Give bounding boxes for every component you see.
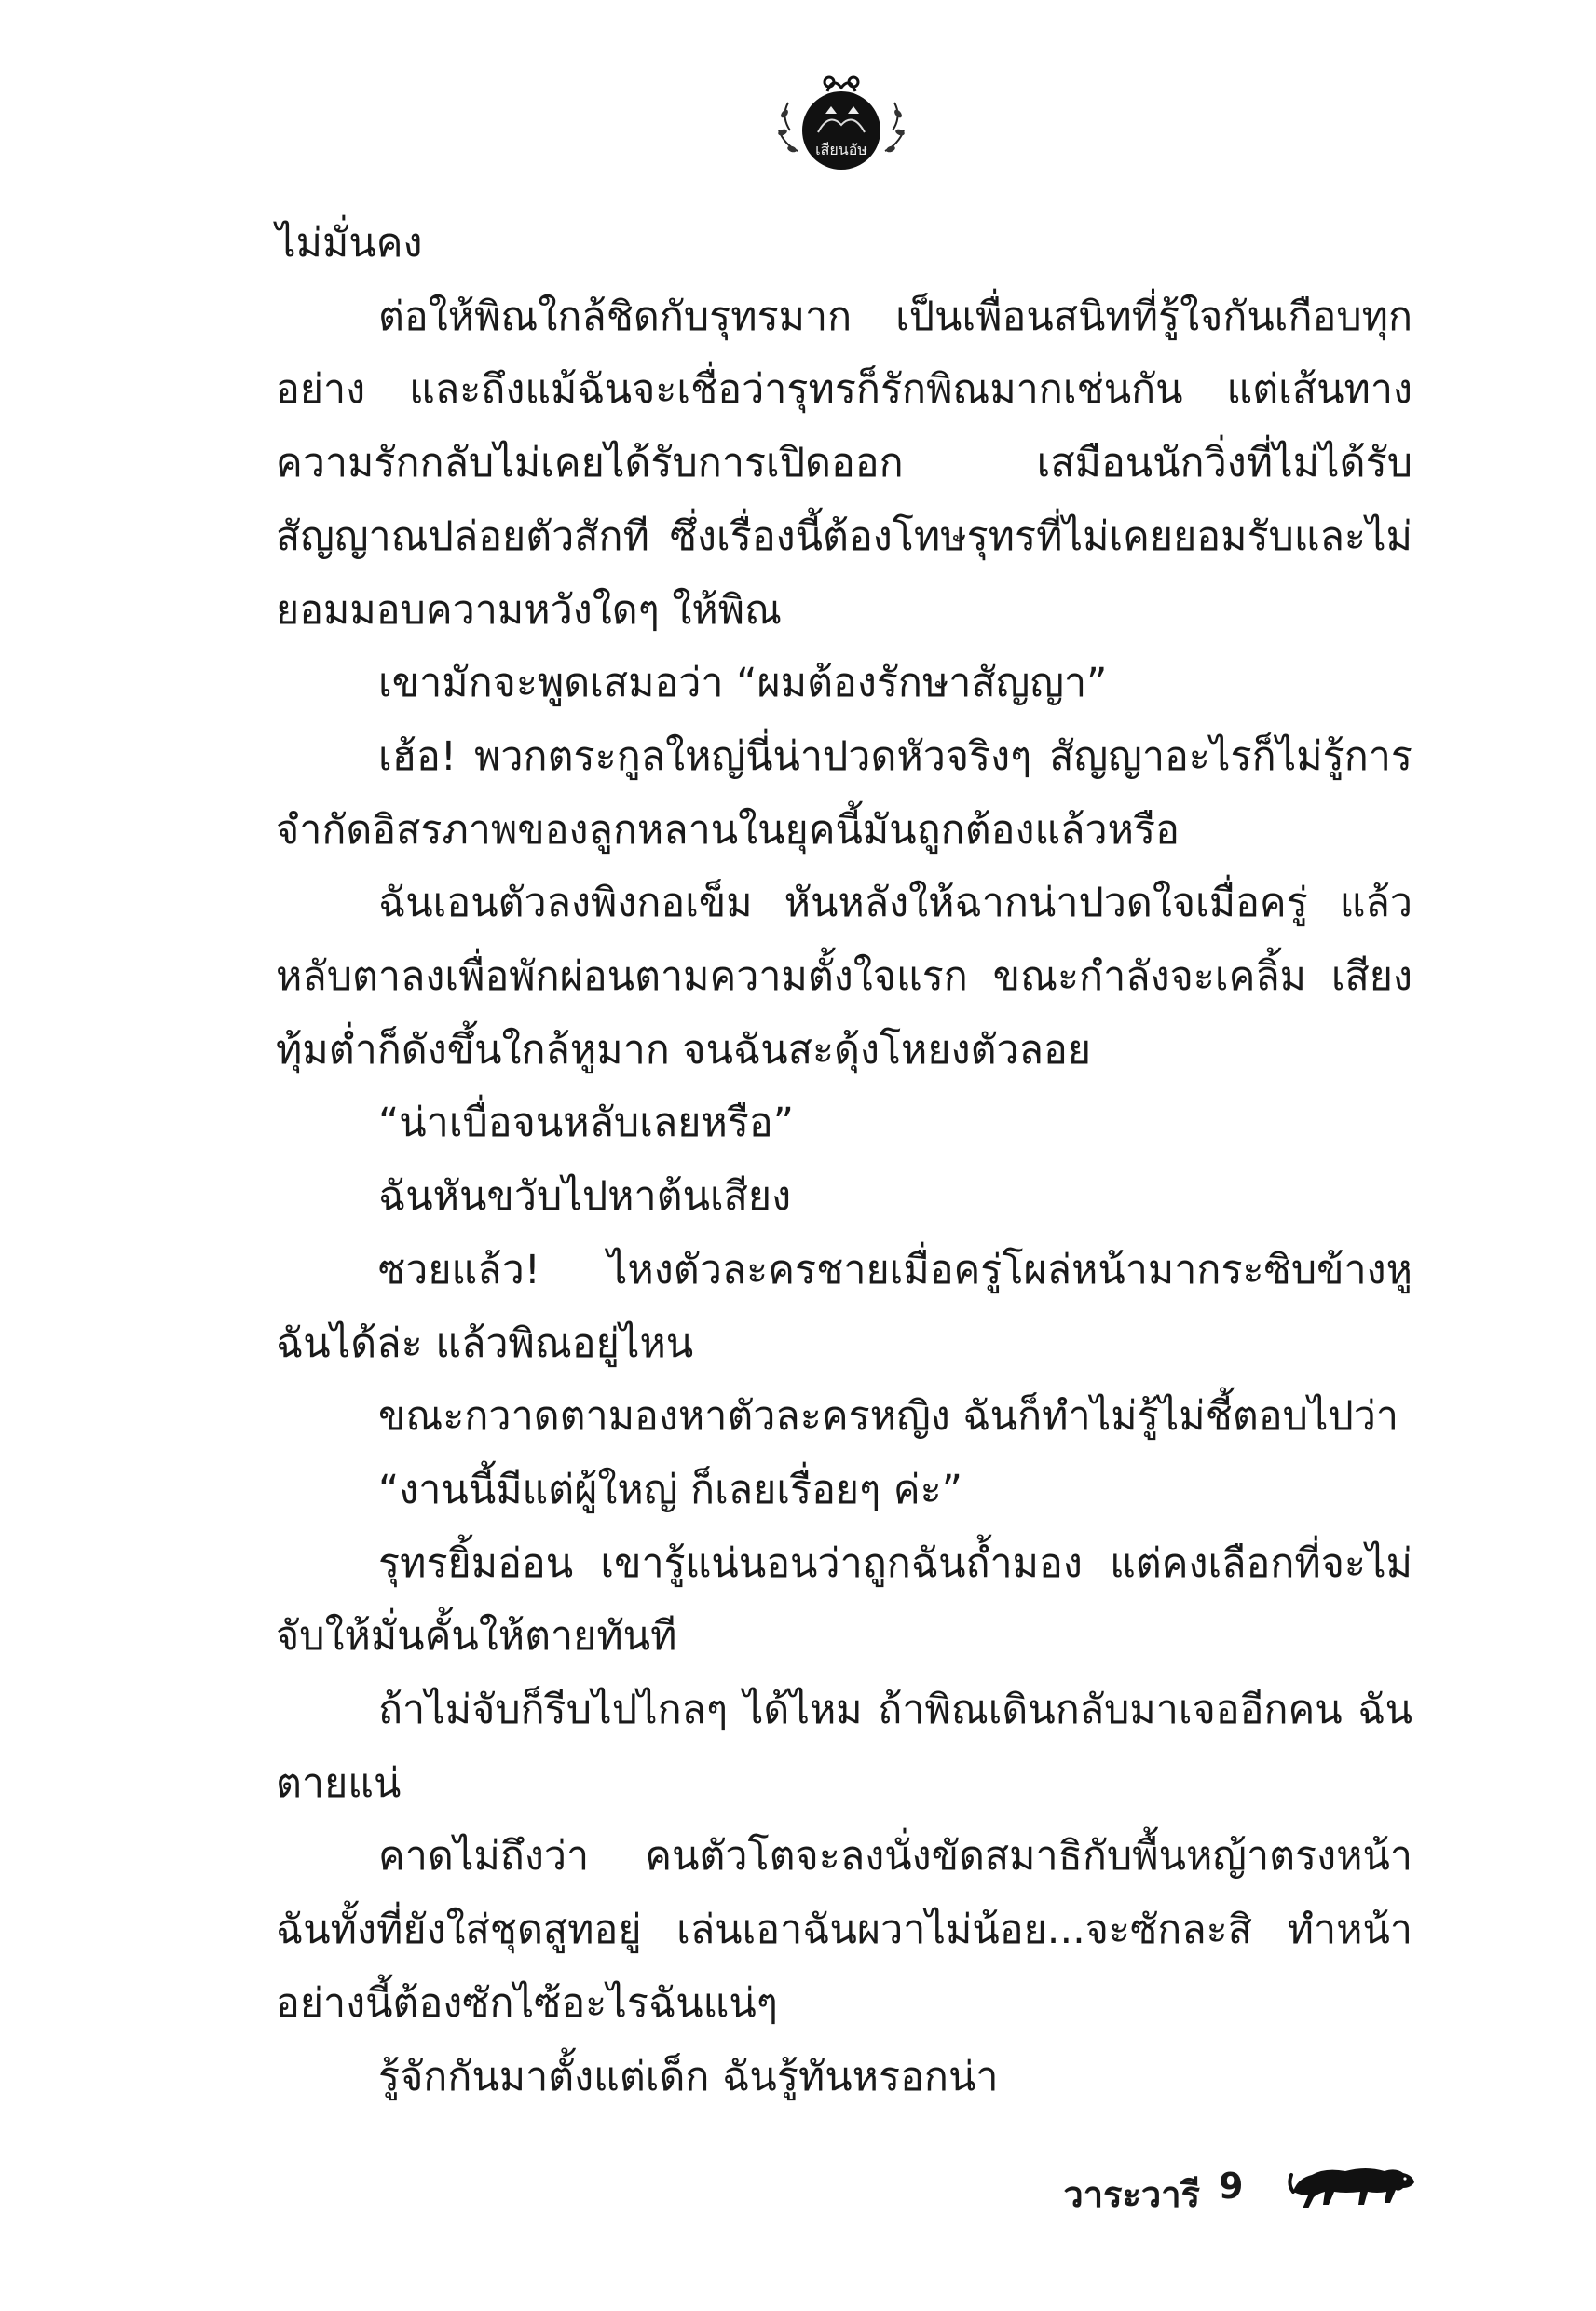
paragraph: ฉันเอนตัวลงพิงกอเข็ม หันหลังให้ฉากน่าปวดใจเมื่อครู่ แล้วหลับตาลงเพื่อพักผ่อนตามความตั้งใจแรก ขณะกำลังจะเคลิ้ม เสียงทุ้มต่ำก็ดังขึ้นใกล้หูมาก จนฉันสะดุ้งโหยงตัวลอย xyxy=(276,880,1412,1073)
black-panther-icon xyxy=(1288,2151,1418,2216)
paragraph: ถ้าไม่จับก็รีบไปไกลๆ ได้ไหม ถ้าพิณเดินกลับมาเจออีกคน ฉันตายแน่ xyxy=(276,1687,1412,1807)
page-number: 9 xyxy=(1219,2166,1244,2207)
paragraph: ขณะกวาดตามองหาตัวละครหญิง ฉันก็ทำไม่รู้ไม่ชี้ตอบไปว่า xyxy=(378,1393,1399,1441)
paragraph: “งานนี้มีแต่ผู้ใหญ่ ก็เลยเรื่อยๆ ค่ะ” xyxy=(378,1466,963,1513)
paragraph: รู้จักกันมาตั้งแต่เด็ก ฉันรู้ทันหรอกน่า xyxy=(378,2053,999,2100)
paragraph: ซวยแล้ว! ไหงตัวละครชายเมื่อครู่โผล่หน้ามากระซิบข้างหูฉันได้ล่ะ แล้วพิณอยู่ไหน xyxy=(276,1246,1412,1367)
chapter-body xyxy=(276,207,1412,2113)
paragraph: ต่อให้พิณใกล้ชิดกับรุทรมาก เป็นเพื่อนสนิทที่รู้ใจกันเกือบทุกอย่าง และถึงแม้ฉันจะเชื่อว่ารุทรก็รักพิณมากเช่นกัน แต่เส้นทางความรักกลับไม่เคยได้รับการเปิดออก เสมือนนักวิ่งที่ไม่ได้รับสัญญาณปล่อยตัวสักที ซึ่งเรื่องนี้ต้องโทษรุทรที่ไม่เคยยอมรับและไม่ยอมมอบความหวังใดๆ ให้พิณ xyxy=(276,293,1412,634)
paragraph: ฉันหันขวับไปหาต้นเสียง xyxy=(378,1173,792,1221)
paragraph: เฮ้อ! พวกตระกูลใหญ่นี่น่าปวดหัวจริงๆ สัญญาอะไรก็ไม่รู้การจำกัดอิสรภาพของลูกหลานในยุคนี้มันถูกต้องแล้วหรือ xyxy=(276,732,1412,854)
logo-text: เสียนอัษ xyxy=(815,141,867,158)
paragraph: เขามักจะพูดเสมอว่า “ผมต้องรักษาสัญญา” xyxy=(378,660,1108,707)
paragraph: รุทรยิ้มอ่อน เขารู้แน่นอนว่าถูกฉันถ้ำมอง แต่คงเลือกที่จะไม่จับให้มั่นคั้นให้ตายทันที xyxy=(276,1539,1412,1661)
crown-moon-emblem-icon xyxy=(771,65,911,177)
paragraph: ไม่มั่นคง xyxy=(276,220,423,267)
page-footer xyxy=(1025,2143,1416,2227)
header-emblem xyxy=(771,65,911,177)
book-title: วาระวารี xyxy=(1063,2174,1200,2215)
paragraph: คาดไม่ถึงว่า คนตัวโตจะลงนั่งขัดสมาธิกับพื้นหญ้าตรงหน้าฉันทั้งที่ยังใส่ชุดสูทอยู่ เล่นเอาฉันผวาไม่น้อย...จะซักละสิ ทำหน้าอย่างนี้ต้องซักไซ้อะไรฉันแน่ๆ xyxy=(276,1833,1412,2027)
paragraph: “น่าเบื่อจนหลับเลยหรือ” xyxy=(378,1100,794,1147)
